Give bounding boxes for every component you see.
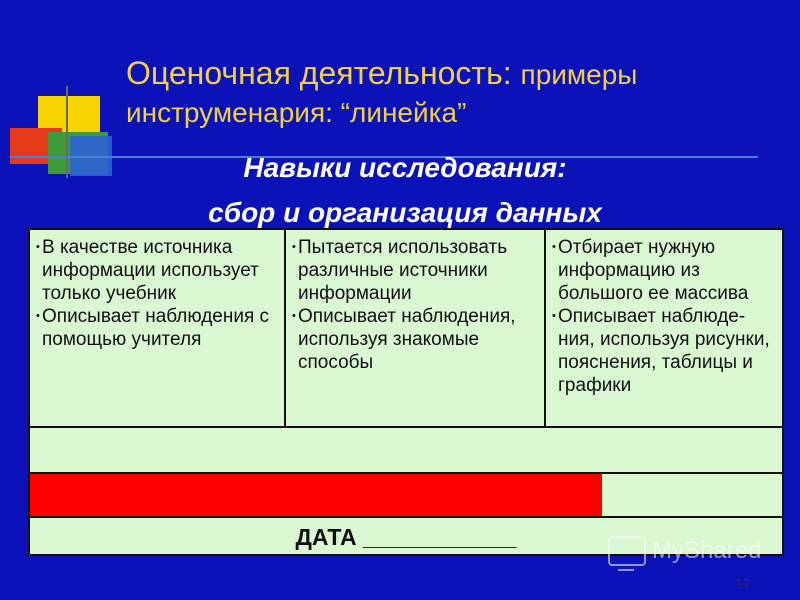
list-item: • Отбирает нужную информацию из большого ее массива <box>552 237 749 304</box>
presentation-icon <box>608 536 646 566</box>
row-divider <box>30 426 782 428</box>
slide-subtitle <box>170 146 640 236</box>
list-item: • В качестве источника информации использует только учебник <box>36 237 259 304</box>
date-field: ДАТА ____________ <box>295 524 517 550</box>
title-line1-tail: примеры <box>520 59 638 90</box>
slide-title <box>126 54 786 131</box>
assessment-ruler-table <box>28 228 784 556</box>
title-line2: инструменария: “линейка” <box>126 97 467 129</box>
level-column-2 <box>286 230 546 426</box>
list-item: • Описывает наблюдения, используя знакомые способы <box>292 306 516 373</box>
subtitle-line2: сбор и организация данных <box>208 196 602 228</box>
watermark <box>608 536 761 566</box>
subtitle-line1: Навыки исследования: <box>243 152 567 183</box>
list-item: • Пытается использовать различные источники информации <box>292 237 508 304</box>
watermark-text: MyShared <box>652 537 762 564</box>
progress-bar <box>30 474 602 516</box>
title-line1: Оценочная деятельность: <box>126 55 521 91</box>
decor-vertical-line <box>66 86 68 178</box>
level-column-3 <box>546 230 782 426</box>
level-column-1 <box>30 230 286 426</box>
list-item: • Описывает наблюдения с помощью учителя <box>36 306 270 350</box>
page-number: 17 <box>736 576 751 591</box>
list-item: • Описывает наблюде-ния, используя рисунки, пояснения, таблицы и графики <box>552 306 770 396</box>
